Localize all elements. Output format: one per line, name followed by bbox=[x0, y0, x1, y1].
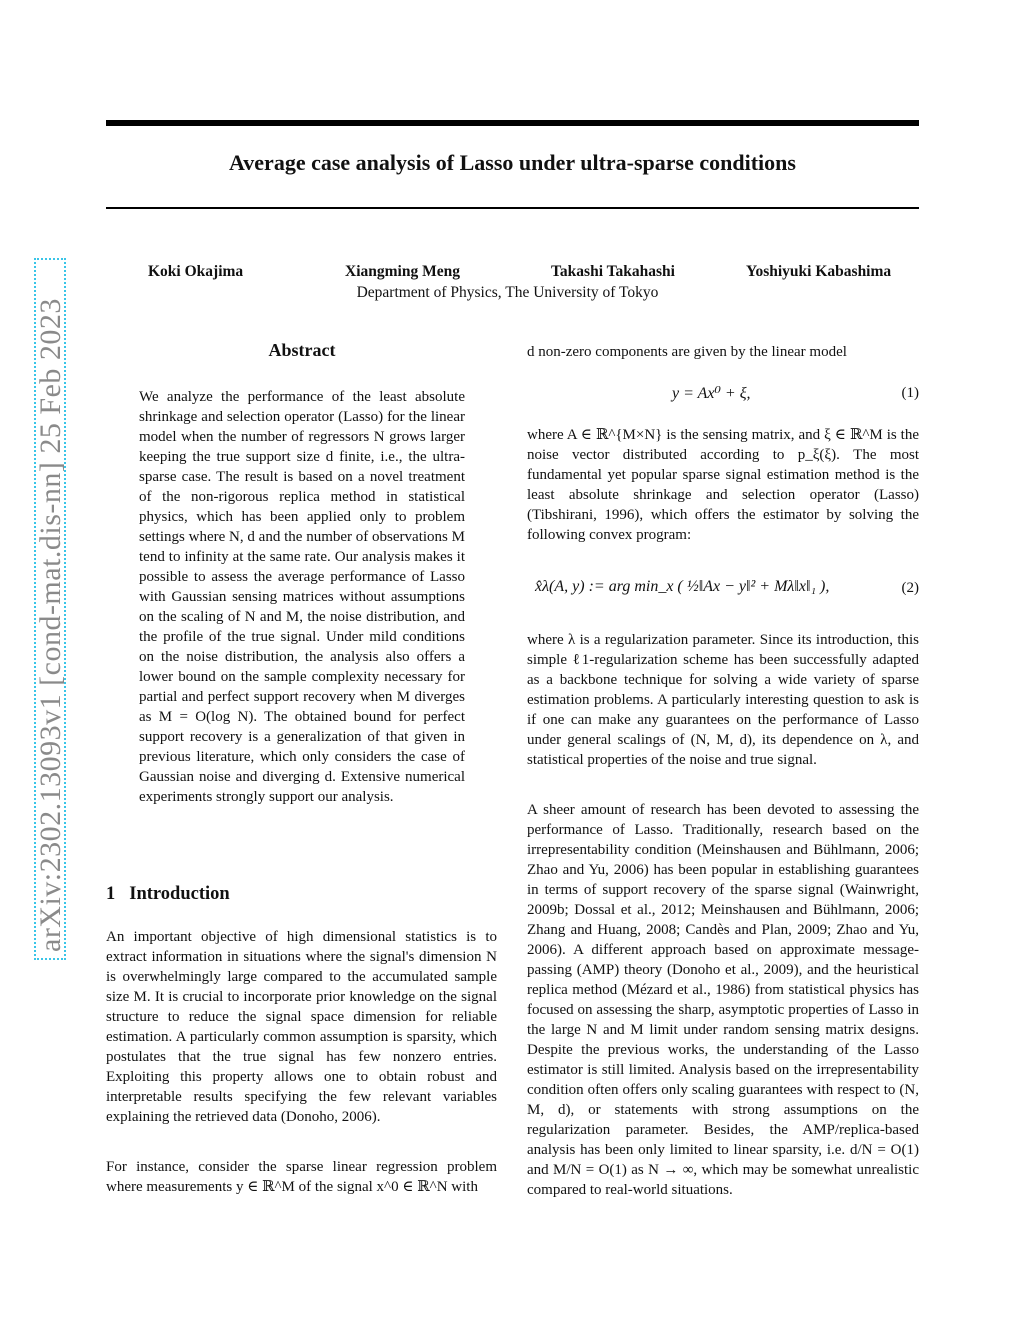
abstract-text: We analyze the performance of the least absolute shrinkage and selection operator (Lasso) for the linear model when the number of regressors N grows larger keeping the true support size d finite, i.e., the ultra-sparse case. The result is based on a novel treatment of the non-rigorous replica method in statistical physics, which has been applied only to problem settings where N, d and the number of observations M tend to infinity at the same rate. Our analysis makes it possible to assess the average performance of Lasso with Gaussian sensing matrices without assumptions on the scaling of N and M, the noise distribution, and the profile of the true signal. Under mild conditions on the noise distribution, the analysis also offers a lower bound on the sample complexity necessary for partial and perfect support recovery when M diverges as M = O(log N). The obtained bound for perfect support recovery is a generalization of that given in previous literature, which only considers the case of Gaussian noise and diverging d. Extensive numerical experiments strongly support our analysis. bbox=[139, 389, 465, 805]
author-1: Koki Okajima bbox=[148, 263, 244, 280]
section-heading bbox=[106, 884, 230, 905]
paper-title: Average case analysis of Lasso under ultra-sparse conditions bbox=[229, 150, 796, 175]
abstract-heading: Abstract bbox=[268, 340, 336, 360]
arxiv-identifier: arXiv:2302.13093v1 [cond-mat.dis-nn] 25 Feb 2023 bbox=[34, 258, 66, 960]
author-2: Xiangming Meng bbox=[345, 263, 460, 280]
equation-1: y = Ax⁰ + ξ, bbox=[672, 385, 751, 402]
right-paragraph-1: d non-zero components are given by the linear model bbox=[527, 344, 847, 360]
author-3: Takashi Takahashi bbox=[551, 263, 675, 280]
intro-paragraph-1: An important objective of high dimensional statistics is to extract information in situations where the signal's dimension N is overwhelmingly large compared to the accumulated sample size M. It is crucial to incorporate prior knowledge on the signal structure to reduce the signal space dimension for reliable estimation. A particularly common assumption is sparsity, which postulates that the true signal has few nonzero entries. Exploiting this property allows one to obtain robust and interpretable results specifying the few relevant variables explaining the retrieved data (Donoho, 2006). bbox=[106, 929, 497, 1125]
right-paragraph-2: where A ∈ ℝ^{M×N} is the sensing matrix, and ξ ∈ ℝ^M is the noise vector distributed according to p_ξ(ξ). The most fundamental yet popular sparse signal estimation method is the least absolute shrinkage and selection operator (Lasso) (Tibshirani, 1996), which offers the estimator by solving the following convex program: bbox=[527, 427, 919, 543]
affiliation: Department of Physics, The University of Tokyo bbox=[356, 284, 659, 301]
equation-1-number: (1) bbox=[901, 385, 919, 401]
section-title: Introduction bbox=[129, 884, 230, 904]
right-paragraph-3: where λ is a regularization parameter. Since its introduction, this simple ℓ1-regularization scheme has been successfully adapted as a backbone technique for solving a wide variety of sparse estimation problems. A particularly interesting question to ask is if one can make any guarantees on the performance of Lasso under general scalings of (N, M, d), its dependence on λ, and statistical properties of the noise and true signal. bbox=[527, 632, 919, 768]
section-number: 1 bbox=[106, 884, 116, 904]
right-paragraph-4: A sheer amount of research has been devoted to assessing the performance of Lasso. Traditionally, research based on the irrepresentability condition (Meinshausen and Bühlmann, 2006; Zhao and Yu, 2006) has been popular in establishing guarantees in terms of support recovery of the sparse signal (Wainwright, 2009b; Dossal et al., 2012; Meinshausen and Bühlmann, 2006; Zhang and Huang, 2008; Candès and Plan, 2009; Zhao and Yu, 2006). A different approach based on approximate message-passing (AMP) theory (Donoho et al., 2009), and the heuristical replica method (Mézard et al., 1986) from statistical physics has focused on assessing the sharp, asymptotic properties of Lasso in the large N and M limit under random sensing matrix designs. Despite the previous works, the understanding of the Lasso estimator is still limited. Analysis based on the irrepresentability condition often offers only scaling guarantees with respect to (N, M, d), or statements with strong assumptions on the regularization parameter. Besides, the AMP/replica-based analysis has been only limited to linear sparsity, i.e. d/N = O(1) and M/N = O(1) as N → ∞, which may be somewhat unrealistic compared to real-world situations. bbox=[527, 802, 919, 1198]
title-top-rule bbox=[106, 120, 919, 126]
title-bottom-rule bbox=[106, 207, 919, 209]
author-4: Yoshiyuki Kabashima bbox=[746, 263, 892, 280]
equation-2-number: (2) bbox=[901, 580, 919, 596]
equation-2: x̂λ(A, y) := arg min_x ( ½‖Ax − y‖² + Mλ‖x‖₁ ), bbox=[535, 578, 830, 595]
intro-paragraph-2: For instance, consider the sparse linear regression problem where measurements y ∈ ℝ^M of the signal x^0 ∈ ℝ^N with bbox=[106, 1159, 497, 1195]
